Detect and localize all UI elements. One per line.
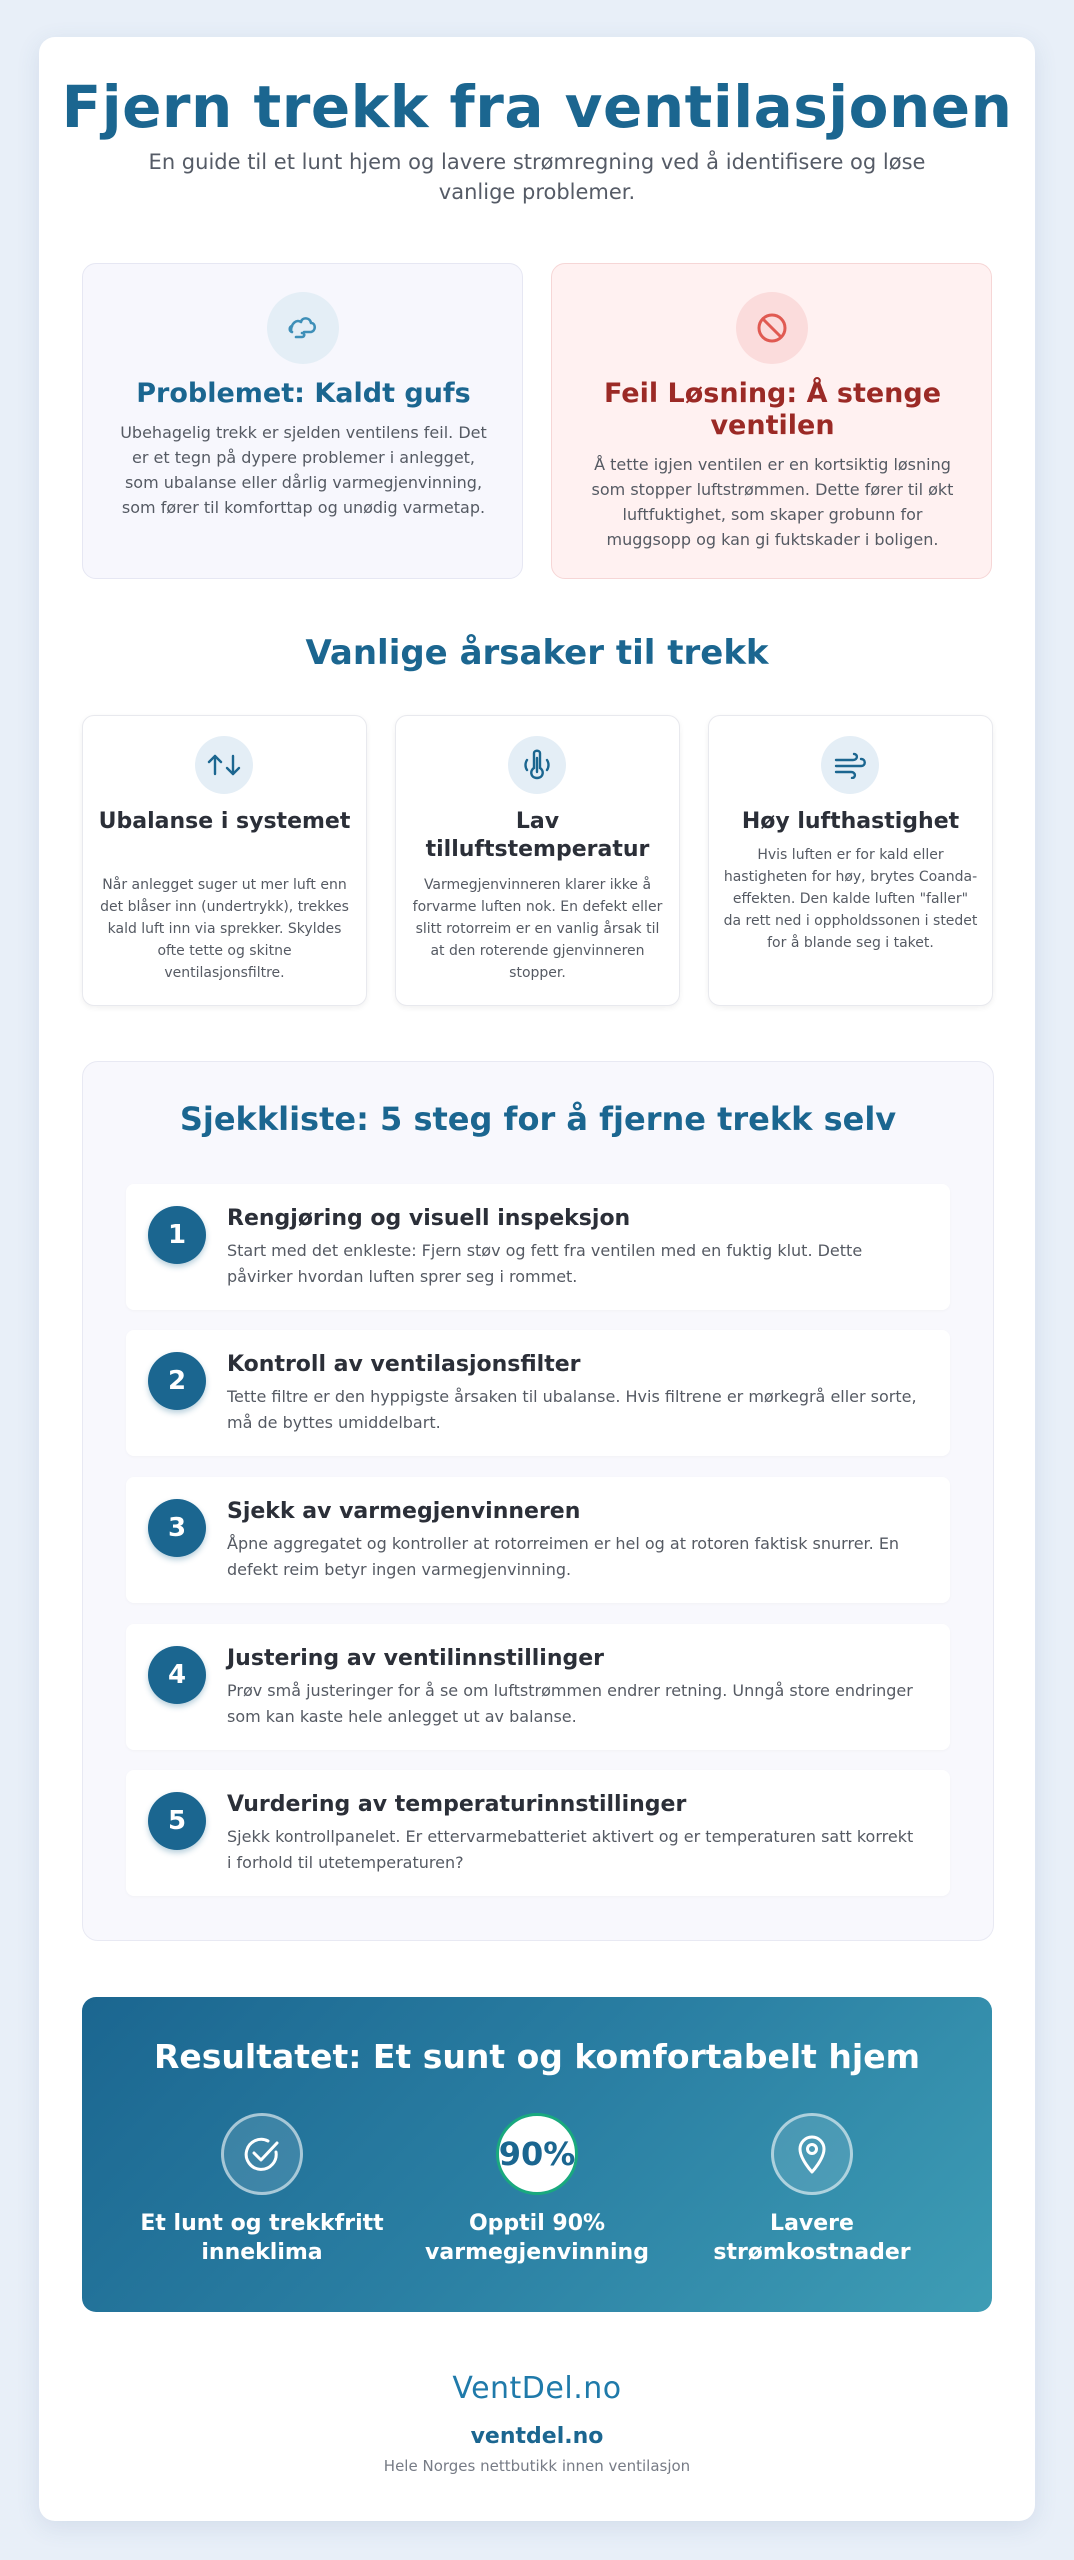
result-label: Et lunt og trekkfritt inneklima: [140, 2211, 384, 2265]
step-text: Åpne aggregatet og kontroller at rotorreimen er hel og at rotoren faktisk snurrer. En defekt reim betyr ingen varmegjenvinning.: [227, 1534, 900, 1579]
step-number: 3: [148, 1499, 206, 1557]
checklist-step: [126, 1477, 950, 1603]
result-item: [122, 2113, 402, 2267]
step-text: Start med det enkleste: Fjern støv og fett fra ventilen med en fuktig klut. Dette påvirker hvordan luften sprer seg i rommet.: [227, 1241, 863, 1286]
result-banner: [82, 1997, 992, 2312]
location-pin-icon: [771, 2113, 853, 2195]
percent-badge: 90%: [496, 2113, 578, 2195]
draft-icon: [267, 292, 339, 364]
site-link[interactable]: ventdel.no: [470, 2424, 604, 2449]
step-text: Tette filtre er den hyppigste årsaken til ubalanse. Hvis filtrene er mørkegrå eller sorte, må de byttes umiddelbart.: [227, 1387, 917, 1432]
causes-heading: Vanlige årsaker til trekk: [305, 633, 769, 673]
step-text: Sjekk kontrollpanelet. Er ettervarmebatteriet aktivert og er temperaturen satt korrekt i forhold til utetemperaturen?: [227, 1827, 914, 1872]
cause-card-low-temperature: [395, 715, 680, 1006]
arrows-up-down-icon: [195, 736, 253, 794]
result-item: [397, 2113, 677, 2267]
result-label: Lavere strømkostnader: [713, 2211, 911, 2265]
prohibited-icon: [736, 292, 808, 364]
checklist-step: [126, 1184, 950, 1310]
step-title: Rengjøring og visuell inspeksjon: [227, 1206, 631, 1231]
step-title: Justering av ventilinnstillinger: [227, 1646, 605, 1671]
cause-card-high-velocity: [708, 715, 993, 1006]
cause-title: Lav tilluftstemperatur: [425, 809, 650, 862]
step-text: Prøv små justeringer for å se om luftstrømmen endrer retning. Unngå store endringer som kan kaste hele anlegget ut av balanse.: [227, 1681, 913, 1726]
page-subtitle: En guide til et lunt hjem og lavere strømregning ved å identifisere og løse vanlige problemer.: [148, 150, 926, 204]
checklist-step: [126, 1770, 950, 1896]
problem-text: Ubehagelig trekk er sjelden ventilens feil. Det er et tegn på dypere problemer i anlegget, som ubalanse eller dårlig varmegjenvinning, som fører til komforttap og unødig varmetap.: [120, 423, 487, 517]
cause-title: Høy lufthastighet: [741, 809, 960, 834]
checklist-step: [126, 1330, 950, 1456]
result-heading: Resultatet: Et sunt og komfortabelt hjem: [154, 2037, 920, 2076]
result-label: Opptil 90% varmegjenvinning: [425, 2211, 649, 2265]
step-number: 4: [148, 1646, 206, 1704]
tagline: Hele Norges nettbutikk innen ventilasjon: [383, 2457, 691, 2475]
problem-title: Problemet: Kaldt gufs: [136, 378, 471, 409]
wrong-solution-text: Å tette igjen ventilen er en kortsiktig løsning som stopper luftstrømmen. Dette fører til økt luftfuktighet, som skaper grobunn for muggsopp og kan gi fuktskader i boligen.: [591, 455, 954, 549]
cause-text: Når anlegget suger ut mer luft enn det blåser inn (undertrykk), trekkes kald luft inn via sprekker. Skyldes ofte tette og skitne ventilasjonsfiltre.: [100, 877, 349, 981]
wrong-solution-title: Feil Løsning: Å stenge ventilen: [603, 378, 942, 441]
page-title: Fjern trekk fra ventilasjonen: [61, 73, 1013, 141]
problem-card: [82, 263, 523, 579]
cause-text: Varmegjenvinneren klarer ikke å forvarme luften nok. En defekt eller slitt rotorreim er en vanlig årsak til at den roterende gjenvinneren stopper.: [412, 877, 663, 981]
wind-icon: [821, 736, 879, 794]
thermometer-icon: [508, 736, 566, 794]
checklist-heading: Sjekkliste: 5 steg for å fjerne trekk selv: [179, 1100, 897, 1138]
cause-title: Ubalanse i systemet: [98, 809, 351, 834]
infographic-card: [39, 37, 1035, 2521]
result-item: [672, 2113, 952, 2267]
step-number: 1: [148, 1206, 206, 1264]
cause-text: Hvis luften er for kald eller hastigheten for høy, brytes Coanda-effekten. Den kalde luften "faller" da rett ned i oppholdssonen i stedet for å blande seg i taket.: [723, 847, 978, 951]
step-number: 2: [148, 1352, 206, 1410]
brand-logo[interactable]: VentDel.no: [452, 2371, 622, 2406]
checklist-panel: [82, 1061, 994, 1941]
check-circle-icon: [221, 2113, 303, 2195]
step-title: Kontroll av ventilasjonsfilter: [227, 1352, 581, 1377]
step-number: 5: [148, 1792, 206, 1850]
step-title: Vurdering av temperaturinnstillinger: [227, 1792, 687, 1817]
step-title: Sjekk av varmegjenvinneren: [227, 1499, 581, 1524]
cause-card-imbalance: [82, 715, 367, 1006]
checklist-step: [126, 1624, 950, 1750]
wrong-solution-card: [551, 263, 992, 579]
